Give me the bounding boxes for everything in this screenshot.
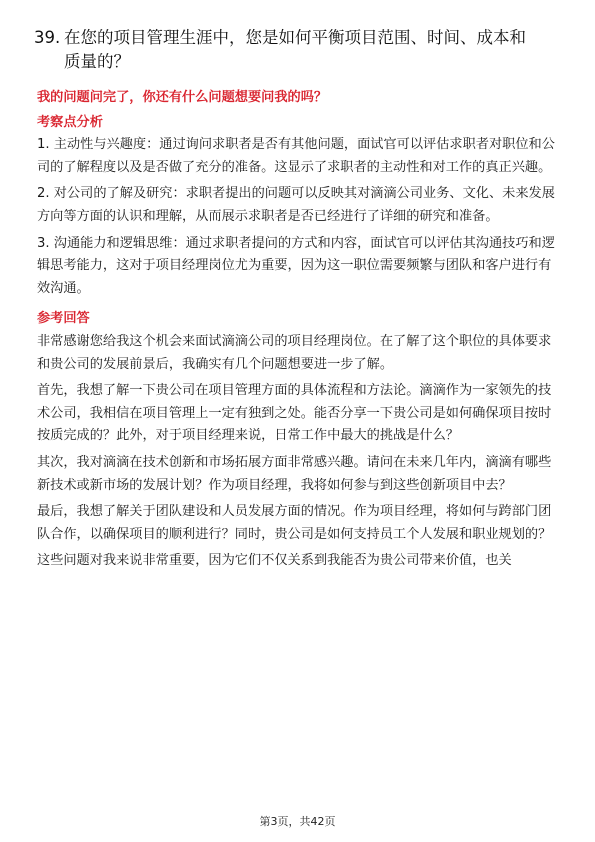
answer-paragraph-1: 非常感谢您给我这个机会来面试滴滴公司的项目经理岗位。在了解了这个职位的具体要求和贵公司的发展前景后，我确实有几个问题想要进一步了解。	[37, 333, 552, 372]
page-footer: 第3页，共42页	[259, 815, 336, 828]
answer-paragraph-4: 最后，我想了解关于团队建设和人员发展方面的情况。作为项目经理，将如何与跨部门团队合作，以确保项目的顺利进行？同时，贵公司是如何支持员工个人发展和职业规划的？	[37, 504, 552, 542]
analysis-point-3: 3. 沟通能力和逻辑思维：通过求职者提问的方式和内容，面试官可以评估其沟通技巧和逻辑思考能力，这对于项目经理岗位尤为重要，因为这一职位需要频繁与团队和客户进行有效沟通。	[37, 235, 555, 296]
document-body	[37, 87, 562, 577]
analysis-point-1: 1. 主动性与兴趣度：通过询问求职者是否有其他问题，面试官可以评估求职者对职位和公司的了解程度以及是否做了充分的准备。这显示了求职者的主动性和对工作的真正兴趣。	[37, 137, 555, 175]
answer-paragraph-5: 这些问题对我来说非常重要，因为它们不仅关系到我能否为贵公司带来价值，也关	[37, 553, 512, 569]
analysis-heading: 考察点分析	[37, 114, 103, 130]
question-text-line1: 在您的项目管理生涯中，您是如何平衡项目范围、时间、成本和	[64, 28, 526, 47]
answer-paragraph-2: 首先，我想了解一下贵公司在项目管理方面的具体流程和方法论。滴滴作为一家领先的技术公司，我相信在项目管理上一定有独到之处。能否分享一下贵公司是如何确保项目按时按质完成的？此外，对于项目经理来说，日常工作中最大的挑战是什么？	[37, 383, 552, 444]
answer-paragraph-3: 其次，我对滴滴在技术创新和市场拓展方面非常感兴趣。请问在未来几年内，滴滴有哪些新技术或新市场的发展计划？作为项目经理，我将如何参与到这些创新项目中去？	[37, 454, 552, 493]
question-number: 39.	[34, 28, 61, 47]
followup-question: 我的问题问完了，你还有什么问题想要问我的吗？	[37, 90, 328, 105]
analysis-point-2: 2. 对公司的了解及研究：求职者提出的问题可以反映其对滴滴公司业务、文化、未来发展方向等方面的认识和理解，从而展示求职者是否已经进行了详细的研究和准备。	[37, 186, 555, 224]
question-text-line2: 质量的？	[64, 52, 130, 71]
answer-heading: 参考回答	[37, 311, 90, 327]
question-title	[34, 26, 564, 74]
